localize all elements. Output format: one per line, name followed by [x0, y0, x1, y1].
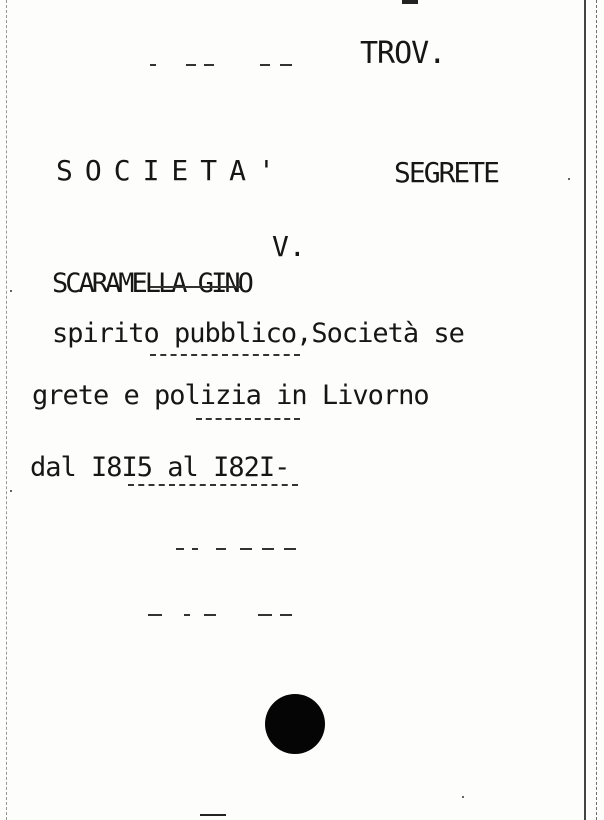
punch-hole [265, 694, 325, 754]
dash-leader-2 [148, 614, 308, 617]
card-title-left: SOCIETA' [56, 154, 287, 187]
line-2-underline [196, 418, 300, 420]
card-title-right: SEGRETE [394, 156, 499, 189]
speck [10, 490, 12, 492]
card-line-1: spirito pubblico,Società se [52, 318, 464, 349]
card-left-edge [6, 0, 8, 820]
card-right-edge [584, 0, 586, 820]
line-3-underline [128, 484, 298, 486]
card-versus: V. [272, 230, 306, 263]
card-line-3: dal I8I5 al I82I- [30, 452, 290, 483]
header-dash-leader [150, 64, 300, 67]
speck [10, 290, 12, 292]
dash-leader-1 [176, 548, 306, 551]
bottom-mark [200, 814, 226, 816]
top-mark [402, 0, 418, 4]
card-author: SCARAMELLA GINO [52, 268, 251, 299]
card-header: TROV. [360, 36, 446, 71]
speck [568, 178, 570, 180]
line-1-underline [150, 354, 300, 356]
author-strike [150, 286, 240, 288]
speck [462, 796, 464, 798]
card-right-border [596, 0, 598, 820]
card-line-2: grete e polizia in Livorno [32, 380, 429, 411]
